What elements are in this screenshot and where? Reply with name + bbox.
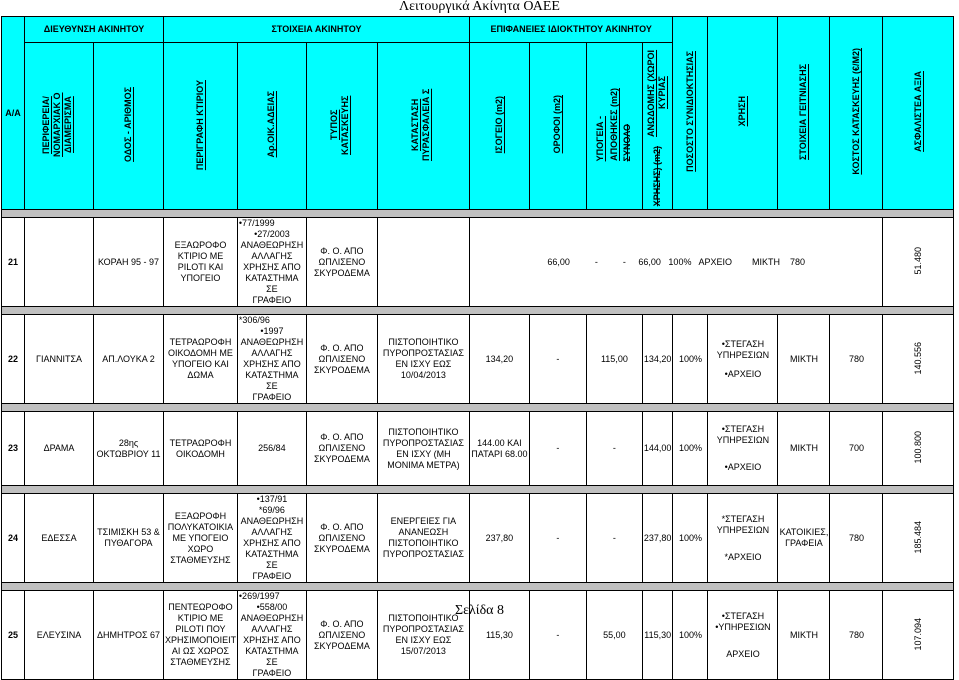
cell-permit: 256/84: [237, 412, 306, 486]
cell-basements: -: [586, 412, 642, 486]
cell-insured-value: 185.484: [883, 494, 954, 583]
cell-construction: Φ. Ο. ΑΠΟ ΩΠΛΙΣΕΝΟ ΣΚΥΡΟΔΕΜΑ: [306, 315, 377, 404]
header-percent: ΠΟΣΟΣΤΟ ΣΥΝΙΔΙΟΚΤΗΣΙΑΣ: [673, 17, 708, 210]
cell-floors: -: [529, 315, 586, 404]
cell-basements: 115,00: [586, 315, 642, 404]
cell-fire-safety: ΕΝΕΡΓΕΙΕΣ ΓΙΑ ΑΝΑΝΕΩΣΗ ΠΙΣΤΟΠΟΙΗΤΙΚΟ ΠΥΡΟΠΡΟΣΤΑΣΙΑΣ: [377, 494, 469, 583]
separator-row: [2, 486, 954, 494]
properties-table: [1, 16, 954, 680]
header-floors: ΟΡΟΦΟΙ (m2): [529, 43, 586, 210]
cell-region: ΕΛΕΥΣΙΝΑ: [25, 591, 94, 680]
cell-region: [25, 218, 94, 307]
cell-permit: •137/91 *69/96 ΑΝΑΘΕΩΡΗΣΗ ΑΛΛΑΓΗΣ ΧΡΗΣΗΣ ΑΠΟ ΚΑΤΑΣΤΗΜΑ ΣΕ ΓΡΑΦΕΙΟ: [237, 494, 306, 583]
cell-fire-safety: ΠΙΣΤΟΠΟΙΗΤΙΚΟ ΠΥΡΟΠΡΟΣΤΑΣΙΑΣ ΕΝ ΙΣΧΥ ΕΩΣ 10/04/2013: [377, 315, 469, 404]
cell-construction: Φ. Ο. ΑΠΟ ΩΠΛΙΣΕΝΟ ΣΚΥΡΟΔΕΜΑ: [306, 412, 377, 486]
cell-description: ΕΞΑΩΡΟΦΗ ΠΟΛΥΚΑΤΟΙΚΙΑ ΜΕ ΥΠΟΓΕΙΟ ΧΩΡΟ ΣΤΑΘΜΕΥΣΗΣ: [164, 494, 238, 583]
cell-region: ΔΡΑΜΑ: [25, 412, 94, 486]
cell-permit: *306/96 •1997 ΑΝΑΘΕΩΡΗΣΗ ΑΛΛΑΓΗΣ ΧΡΗΣΗΣ ΑΠΟ ΚΑΤΑΣΤΗΜΑ ΣΕ ΓΡΑΦΕΙΟ: [237, 315, 306, 404]
cell-insured-value: 100.800: [883, 412, 954, 486]
cell-use: *ΣΤΕΓΑΣΗ ΥΠΗΡΕΣΙΩΝ *ΑΡΧΕΙΟ: [708, 494, 778, 583]
cell-neighborhood: ΜΙΚΤΗ: [778, 412, 830, 486]
page-footer: Σελίδα 8: [454, 603, 504, 618]
cell-cost: 780: [830, 591, 883, 680]
cell-insured-value: 51.480: [883, 218, 954, 307]
cell-insured-value: 107.094: [883, 591, 954, 680]
cell-description: ΠΕΝΤΕΩΡΟΦΟ ΚΤΙΡΙΟ ΜΕ PILOTI ΠΟΥ ΧΡΗΣΙΜΟΠΟΙΕΙΤ ΑΙ ΩΣ ΧΩΡΟΣ ΣΤΑΘΜΕΥΣΗΣ: [164, 591, 238, 680]
separator-row: [2, 583, 954, 591]
cell-street: ΑΠ.ΛΟΥΚΑ 2: [94, 315, 164, 404]
header-neighborhood: ΣΤΟΙΧΕΙΑ ΓΕΙΤΝΙΑΣΗΣ: [778, 17, 830, 210]
header-fire-safety: ΚΑΤΑΣΤΑΣΗ ΠΥΡΑΣΦΑΛΕΙΑ Σ: [377, 43, 469, 210]
cell-superstructure: 134,20: [642, 315, 673, 404]
header-use: ΧΡΗΣΗ: [708, 17, 778, 210]
cell-fire-safety: ΠΙΣΤΟΠΟΙΗΤΙΚΟ ΠΥΡΟΠΡΟΣΤΑΣΙΑΣ ΕΝ ΙΣΧΥ (ΜΗ ΜΟΝΙΜΑ ΜΕΤΡΑ): [377, 412, 469, 486]
cell-percent: 100%: [673, 412, 708, 486]
separator-row: [2, 307, 954, 315]
header-ground: ΙΣΟΓΕΙΟ (m2): [469, 43, 529, 210]
cell-cost: 780: [830, 315, 883, 404]
header-group-property: ΣΤΟΙΧΕΙΑ ΑΚΙΝΗΤΟΥ: [164, 17, 470, 43]
separator-row: [2, 404, 954, 412]
cell-ground: 237,80: [469, 494, 529, 583]
table-row: [2, 315, 954, 404]
header-group-address: ΔΙΕΥΘΥΝΣΗ ΑΚΙΝΗΤΟΥ: [25, 17, 164, 43]
cell-aa: 23: [2, 412, 25, 486]
cell-neighborhood: ΚΑΤΟΙΚΙΕΣ, ΓΡΑΦΕΙΑ: [778, 494, 830, 583]
cell-ground: 144.00 ΚΑΙ ΠΑΤΑΡΙ 68.00: [469, 412, 529, 486]
cell-percent: 100%: [673, 591, 708, 680]
header-region: ΠΕΡΙΦΕΡΕΙΑ/ ΝΟΜΑΡΧΙΑΚ Ο ΔΙΑΜΕΡΙΣΜΑ: [25, 43, 94, 210]
header-group-row: [2, 17, 954, 43]
cell-superstructure: 237,80: [642, 494, 673, 583]
cell-region: ΓΙΑΝΝΙΤΣΑ: [25, 315, 94, 404]
header-description: ΠΕΡΙΓΡΑΦΗ ΚΤΙΡΙΟΥ: [164, 43, 238, 210]
cell-aa: 24: [2, 494, 25, 583]
cell-basements: 55,00: [586, 591, 642, 680]
cell-ground: 115,30: [469, 591, 529, 680]
header-construction: ΤΥΠΟΣ ΚΑΤΑΣΚΕΥΗΣ: [306, 43, 377, 210]
cell-neighborhood: ΜΙΚΤΗ: [778, 591, 830, 680]
cell-street: 28ης ΟΚΤΩΒΡΙΟΥ 11: [94, 412, 164, 486]
cell-neighborhood: ΜΙΚΤΗ: [778, 315, 830, 404]
cell-percent: 100%: [673, 494, 708, 583]
cell-percent: 100%: [673, 315, 708, 404]
cell-merged-values: 66,00 - - 66,00 100% ΑΡΧΕΙΟ ΜΙΚΤΗ 780: [469, 218, 883, 307]
header-street: ΟΔΟΣ - ΑΡΙΘΜΟΣ: [94, 43, 164, 210]
cell-aa: 22: [2, 315, 25, 404]
header-cost: ΚΟΣΤΟΣ ΚΑΤΑΣΚΕΥΗΣ (€/Μ2): [830, 17, 883, 210]
table-row: [2, 412, 954, 486]
cell-region: ΕΔΕΣΣΑ: [25, 494, 94, 583]
cell-description: ΕΞΑΩΡΟΦΟ ΚΤΙΡΙΟ ΜΕ PILOTI ΚΑΙ ΥΠΟΓΕΙΟ: [164, 218, 238, 307]
header-basements: ΥΠΟΓΕΙΑ - ΑΠΟΘΗΚΕΣ (m2) ΣΥΝΟΛΟ: [586, 43, 642, 210]
cell-floors: -: [529, 591, 586, 680]
table-row: [2, 494, 954, 583]
header-group-area: ΕΠΙΦΑΝΕΙΕΣ ΙΔΙΟΚΤΗΤΟΥ ΑΚΙΝΗΤΟΥ: [469, 17, 673, 43]
cell-use: •ΣΤΕΓΑΣΗ ΥΠΗΡΕΣΙΩΝ •ΑΡΧΕΙΟ: [708, 412, 778, 486]
cell-insured-value: 140.556: [883, 315, 954, 404]
cell-fire-safety: [377, 218, 469, 307]
cell-superstructure: 115,30: [642, 591, 673, 680]
cell-superstructure: 144,00: [642, 412, 673, 486]
cell-description: ΤΕΤΡΑΩΡΟΦΗ ΟΙΚΟΔΟΜΗ: [164, 412, 238, 486]
cell-street: ΔΗΜΗΤΡΟΣ 67: [94, 591, 164, 680]
page-title: Λειτουργικά Ακίνητα ΟΑΕΕ: [399, 0, 560, 14]
cell-permit: •77/1999 •27/2003 ΑΝΑΘΕΩΡΗΣΗ ΑΛΛΑΓΗΣ ΧΡΗΣΗΣ ΑΠΟ ΚΑΤΑΣΤΗΜΑ ΣΕ ΓΡΑΦΕΙΟ: [237, 218, 306, 307]
cell-street: ΤΣΙΜΙΣΚΗ 53 & ΠΥΘΑΓΟΡΑ: [94, 494, 164, 583]
cell-permit: •269/1997 •558/00 ΑΝΑΘΕΩΡΗΣΗ ΑΛΛΑΓΗΣ ΧΡΗΣΗΣ ΑΠΟ ΚΑΤΑΣΤΗΜΑ ΣΕ ΓΡΑΦΕΙΟ: [237, 591, 306, 680]
cell-cost: 700: [830, 412, 883, 486]
cell-ground: 134,20: [469, 315, 529, 404]
cell-fire-safety: ΠΙΣΤΟΠΟΙΗΤΙΚΟ ΠΥΡΟΠΡΟΣΤΑΣΙΑΣ ΕΝ ΙΣΧΥ ΕΩΣ 15/07/2013: [377, 591, 469, 680]
cell-construction: Φ. Ο. ΑΠΟ ΩΠΛΙΣΕΝΟ ΣΚΥΡΟΔΕΜΑ: [306, 218, 377, 307]
cell-basements: -: [586, 494, 642, 583]
cell-construction: Φ. Ο. ΑΠΟ ΩΠΛΙΣΕΝΟ ΣΚΥΡΟΔΕΜΑ: [306, 494, 377, 583]
cell-street: ΚΟΡΑΗ 95 - 97: [94, 218, 164, 307]
header-permit: Αρ.ΟΙΚ.ΑΔΕΙΑΣ: [237, 43, 306, 210]
cell-use: •ΣΤΕΓΑΣΗ ΥΠΗΡΕΣΙΩΝ •ΑΡΧΕΙΟ: [708, 315, 778, 404]
cell-description: ΤΕΤΡΑΩΡΟΦΗ ΟΙΚΟΔΟΜΗ ΜΕ ΥΠΟΓΕΙΟ ΚΑΙ ΔΩΜΑ: [164, 315, 238, 404]
header-insured-value: ΑΣΦΑΛΙΣΤΕΑ ΑΞΙΑ: [883, 17, 954, 210]
cell-floors: -: [529, 412, 586, 486]
cell-aa: 21: [2, 218, 25, 307]
header-aa: Α/Α: [2, 17, 25, 210]
cell-aa: 25: [2, 591, 25, 680]
table-row: [2, 218, 954, 307]
cell-construction: Φ. Ο. ΑΠΟ ΩΠΛΙΣΕΝΟ ΣΚΥΡΟΔΕΜΑ: [306, 591, 377, 680]
cell-floors: -: [529, 494, 586, 583]
cell-use: •ΣΤΕΓΑΣΗ •ΥΠΗΡΕΣΙΩΝ ΑΡΧΕΙΟ: [708, 591, 778, 680]
cell-cost: 780: [830, 494, 883, 583]
separator-row: [2, 210, 954, 218]
header-superstructure: ΑΝΩΔΟΜΗΣ (ΧΩΡΟΙ ΚΥΡΙΑΣ ΧΡΗΣΗΣ) (m2): [642, 43, 673, 210]
